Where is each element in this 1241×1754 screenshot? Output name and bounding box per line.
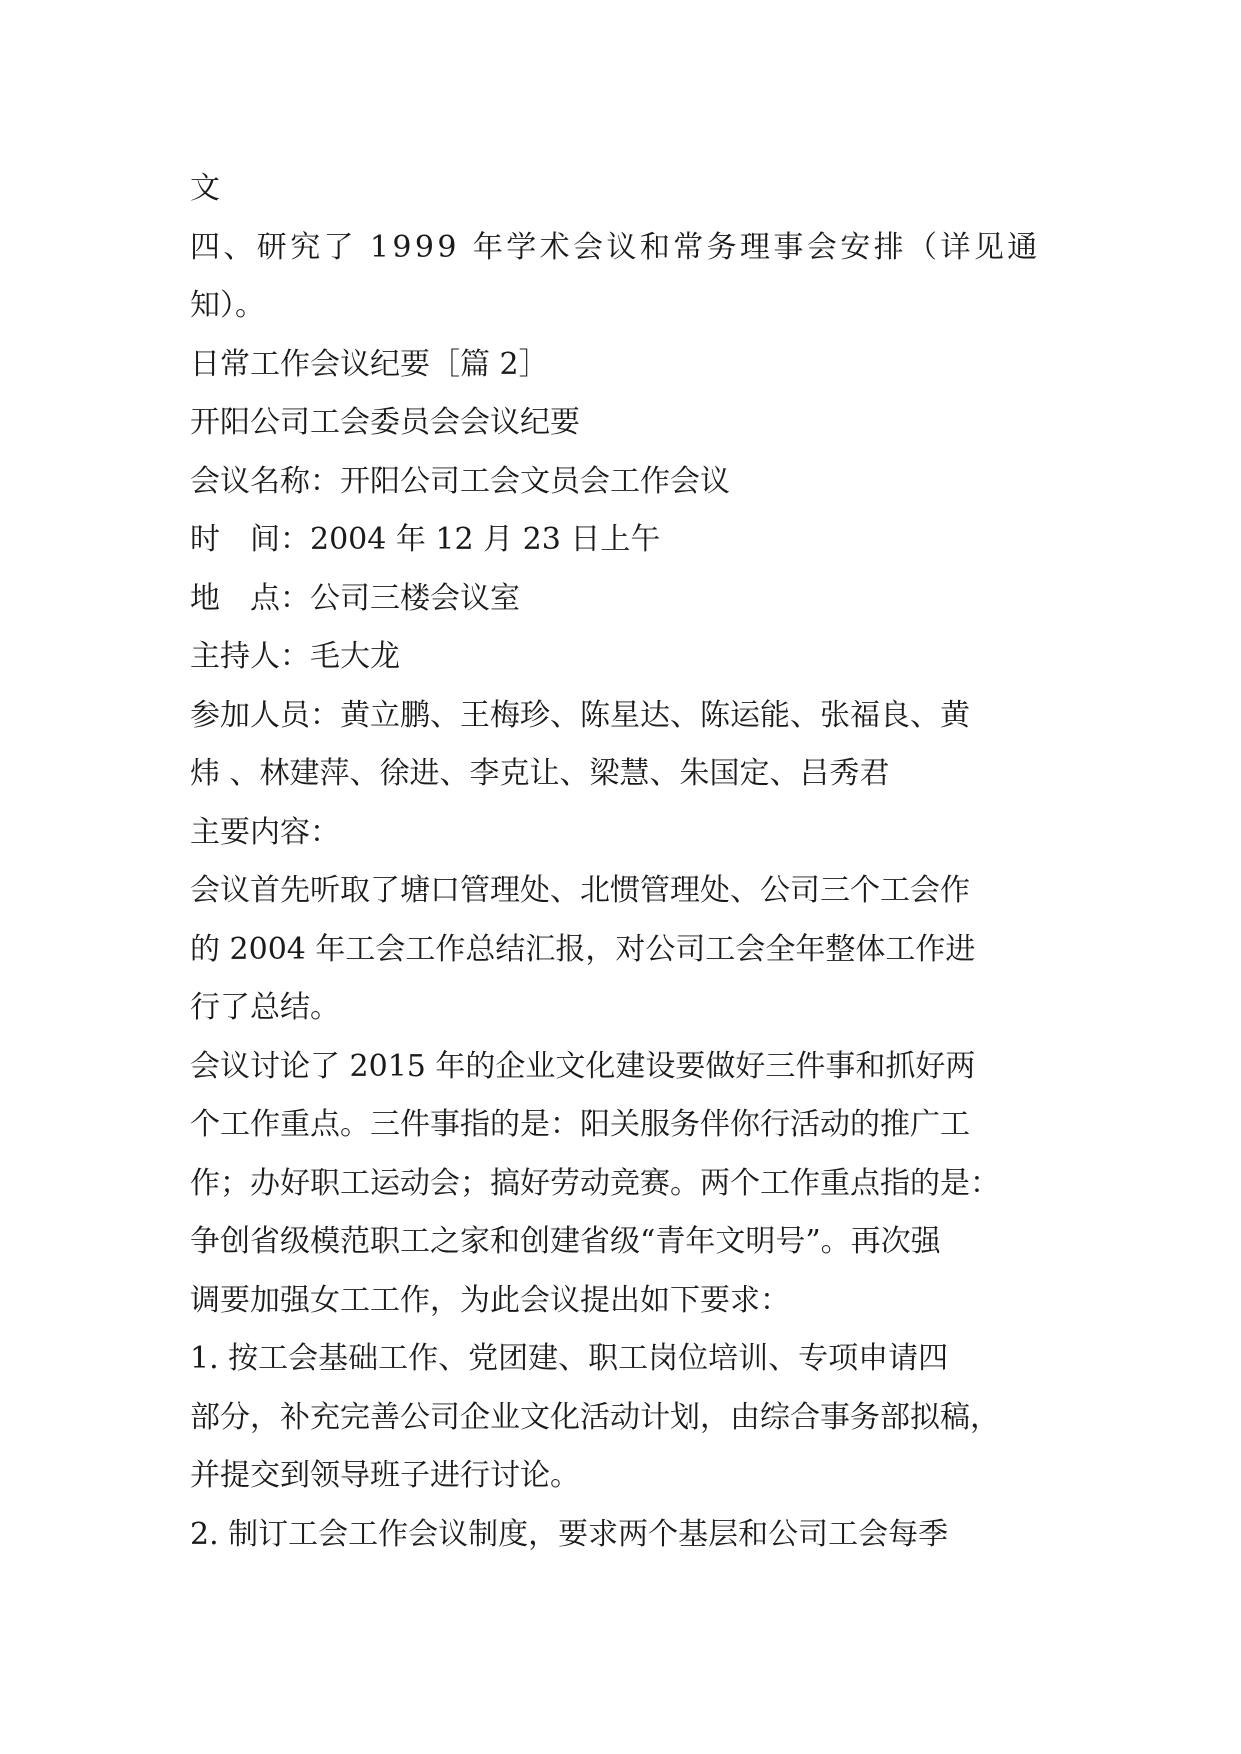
minutes-title: 开阳公司工会委员会会议纪要	[190, 405, 580, 440]
document-body	[190, 160, 1060, 1564]
attendees-line: 炜 、林建萍、徐进、李克让、梁慧、朱国定、吕秀君	[190, 756, 890, 791]
paragraph-line: 会议首先听取了塘口管理处、北惯管理处、公司三个工会作	[190, 873, 970, 908]
paragraph-line: 争创省级模范职工之家和创建省级“青年文明号”。再次强	[190, 1224, 941, 1259]
attendees-line: 参加人员：黄立鹏、王梅珍、陈星达、陈运能、张福良、黄	[190, 697, 970, 733]
content-heading: 主要内容：	[190, 814, 340, 850]
text-line: 知）。	[190, 288, 265, 323]
meeting-location: 地 点：公司三楼会议室	[190, 580, 520, 616]
section-heading: 日常工作会议纪要［篇 2］	[190, 346, 549, 382]
paragraph-line: 个工作重点。三件事指的是：阳关服务伴你行活动的推广工	[190, 1107, 970, 1142]
paragraph-line: 的 2004 年工会工作总结汇报，对公司工会全年整体工作进	[190, 931, 976, 967]
meeting-time: 时 间：2004 年 12 月 23 日上午	[190, 522, 661, 557]
paragraph-line: 会议讨论了 2015 年的企业文化建设要做好三件事和抓好两	[190, 1048, 976, 1084]
meeting-name: 会议名称：开阳公司工会文员会工作会议	[190, 463, 730, 499]
list-item-line: 2. 制订工会工作会议制度，要求两个基层和公司工会每季	[190, 1516, 949, 1552]
list-item-line: 部分，补充完善公司企业文化活动计划，由综合事务部拟稿，	[190, 1399, 1000, 1435]
paragraph-line: 作；办好职工运动会；搞好劳动竞赛。两个工作重点指的是：	[190, 1165, 1000, 1201]
text-line: 四、研究了 1999 年学术会议和常务理事会安排（详见通	[190, 229, 1041, 265]
paragraph-line: 调要加强女工工作，为此会议提出如下要求：	[190, 1282, 790, 1318]
list-item-line: 并提交到领导班子进行讨论。	[190, 1458, 580, 1493]
paragraph-line: 行了总结。	[190, 990, 340, 1025]
text-line: 文	[190, 171, 220, 206]
list-item-line: 1. 按工会基础工作、党团建、职工岗位培训、专项申请四	[190, 1341, 949, 1376]
meeting-host: 主持人：毛大龙	[190, 639, 400, 674]
